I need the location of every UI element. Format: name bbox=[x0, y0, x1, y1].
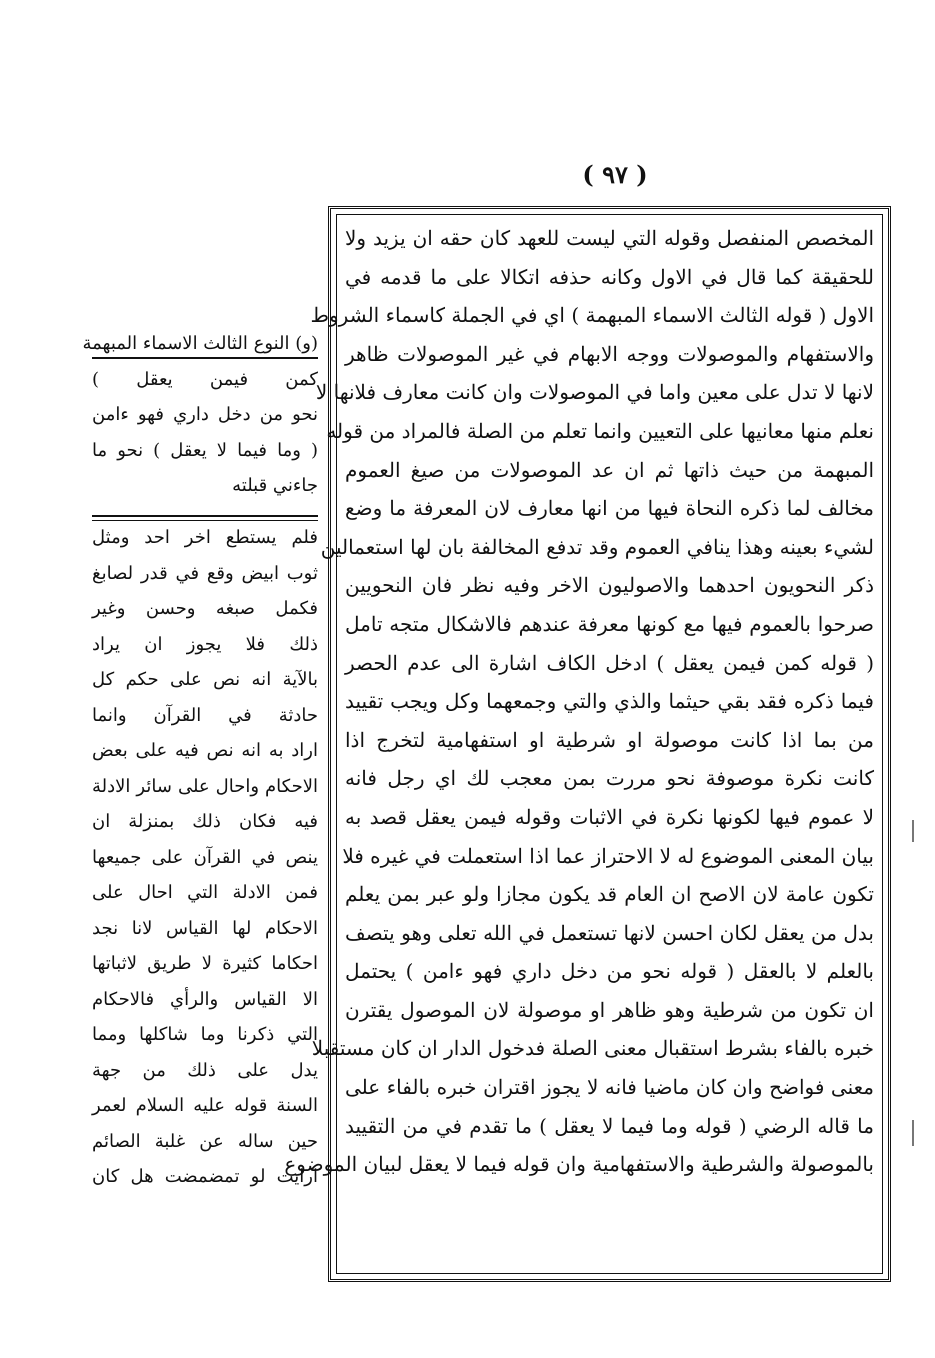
main-text-line: لانها لا تدل على معين واما في الموصولات وان كانت معارف فلانها لا bbox=[315, 380, 874, 405]
side-commentary-column bbox=[92, 520, 318, 1195]
main-text-line: خبره بالفاء بشرط استقبال معنى الصلة فدخول الدار ان كان مستقبلا bbox=[311, 1036, 874, 1061]
main-text-line: صرحوا بالعموم فيها مع كونها معرفة عندهم فالاشكال متجه تامل bbox=[345, 611, 874, 636]
section-divider bbox=[92, 515, 318, 517]
main-text-line: بيان المعنى الموضوع له لا الاحتراز عما اذا استعملت في غيره فلا bbox=[342, 843, 874, 868]
commentary-line: الاحكام واحال على سائر الادلة bbox=[92, 775, 318, 797]
commentary-line: الا القياس والرأي فالاحكام bbox=[92, 988, 318, 1010]
side-matn-column bbox=[82, 326, 318, 504]
main-text-line: لا عموم فيها لكونها نكرة في الاثبات وقوله فيمن يعقل قصد به bbox=[345, 804, 874, 829]
commentary-line: الاحكام لها القياس لانا نجد bbox=[92, 917, 318, 939]
main-text-line: المبهمة من حيث ذاتها ثم ان عد الموصولات من صيغ العموم bbox=[345, 457, 874, 482]
main-text-body bbox=[284, 219, 874, 1184]
commentary-line: فمن الادلة التي احال على bbox=[92, 882, 318, 903]
main-text-line: من بما اذا كانت موصولة او شرطية او استفهامية لتخرج اذا bbox=[345, 727, 874, 752]
commentary-line: فيه فكان ذلك بمنزلة ان bbox=[92, 811, 318, 832]
main-text-line: ما قاله الرضي ( قوله وما فيما لا يعقل ) ما تقدم في من التقييد bbox=[345, 1113, 874, 1138]
main-text-line: المخصص المنفصل وقوله التي ليست للعهد كان حقه ان يزيد ولا bbox=[345, 226, 874, 250]
commentary-line: اراد به انه نص فيه على بعض bbox=[92, 740, 318, 761]
main-text-line: بالموصولة والشرطية والاستفهامية وان قوله فيما لا يعقل لبيان الموضوع bbox=[284, 1152, 874, 1177]
commentary-line: يدل على ذلك من جهة bbox=[92, 1059, 318, 1081]
commentary-line: التي ذكرنا وما شاكلها ومما bbox=[92, 1024, 318, 1045]
scan-mark bbox=[912, 1120, 914, 1146]
matn-line: (و) النوع الثالث الاسماء المبهمة bbox=[82, 333, 318, 354]
main-text-line: ذكر النحويون احدهما والاصوليون الاخر وفيه نظر فان النحويين bbox=[345, 573, 874, 598]
commentary-line: فلم يستطع اخر احد ومثل bbox=[92, 527, 318, 548]
main-text-line: بدل من يعقل لكان احسن لانها تستعمل في الله تعلى وهو يتصف bbox=[345, 920, 874, 945]
page-number: ( ٩٧ ) bbox=[582, 160, 648, 189]
matn-underline bbox=[92, 357, 318, 359]
main-text-line: الاول ( قوله الثالث الاسماء المبهمة ) اي في الجملة كاسماء الشروط bbox=[310, 303, 874, 328]
matn-line: كمن فيمن يعقل ) bbox=[92, 368, 318, 390]
main-text-frame bbox=[284, 206, 891, 1282]
matn-line: نحو من دخل داري فهو ءامن bbox=[92, 404, 318, 425]
main-text-line: ان تكون من شرطية وهو ظاهر او موصولة لان الموصول يقترن bbox=[345, 997, 874, 1022]
main-text-line: مخالف لما ذكره النحاة فيها من انها معارف لان المعرفة ما وضع bbox=[345, 496, 874, 521]
main-text-line: فيما ذكره فقد بقي حيثما والذي والتي وجمعهما وكل ويجب تقييد bbox=[345, 689, 874, 714]
main-text-line: معنى فواضح وان كان ماضيا فانه لا يجوز اقتران خبره بالفاء على bbox=[345, 1075, 874, 1100]
commentary-line: ينص في القرآن على جميعها bbox=[92, 846, 318, 868]
commentary-line: حين ساله عن غلبة الصائم bbox=[92, 1130, 318, 1152]
main-text-line: نعلم منها معانيها على التعيين وانما تعلم من الصلة فالمراد من قوله bbox=[326, 418, 874, 443]
commentary-line: ذلك فلا يجوز ان يراد bbox=[92, 633, 318, 655]
main-text-line: كانت نكرة موصوفة نحو مررت بمن معجب لك اي رجل فانه bbox=[345, 766, 874, 791]
main-text-line: تكون عامة لان الاصح ان العام قد يكون مجازا ولو عبر بمن يعلم bbox=[345, 882, 874, 907]
main-text-line: لشيء بعينه وهذا ينافي العموم وقد تدفع المخالفة بان لها استعمالين bbox=[320, 534, 874, 559]
main-text-line: ( قوله كمن فيمن يعقل ) ادخل الكاف اشارة الى عدم الحصر bbox=[345, 650, 874, 675]
commentary-line: احكاما كثيرة لا طريق لاثباتها bbox=[92, 953, 318, 974]
main-text-line: بالعلم لا بالعقل ( قوله نحو من دخل داري فهو ءامن ) يحتمل bbox=[345, 959, 874, 984]
commentary-line: فكمل صبغه وحسن وغير bbox=[92, 598, 318, 619]
main-text-line: والاستفهام والموصولات ووجه الابهام في غير الموصولات ظاهر bbox=[345, 341, 874, 366]
commentary-line: حادثة في القرآن وانما bbox=[92, 704, 318, 726]
matn-line: جاءني قبلته bbox=[232, 475, 318, 496]
commentary-line: ثوب ابيض وقع في قدر لصابغ bbox=[92, 562, 318, 584]
commentary-line: بالآية انه نص على حكم كل bbox=[92, 669, 318, 690]
commentary-line: السنة قوله عليه السلام لعمر bbox=[92, 1095, 318, 1116]
matn-line: ( وما فيما لا يعقل ) نحو ما bbox=[92, 439, 318, 461]
scan-mark bbox=[912, 820, 914, 842]
commentary-line: ارايت لو تمضمضت هل كان bbox=[92, 1166, 318, 1187]
main-text-line: للحقيقة كما قال في الاول وكانه حذفه اتكالا على ما قدمه في bbox=[345, 264, 874, 289]
